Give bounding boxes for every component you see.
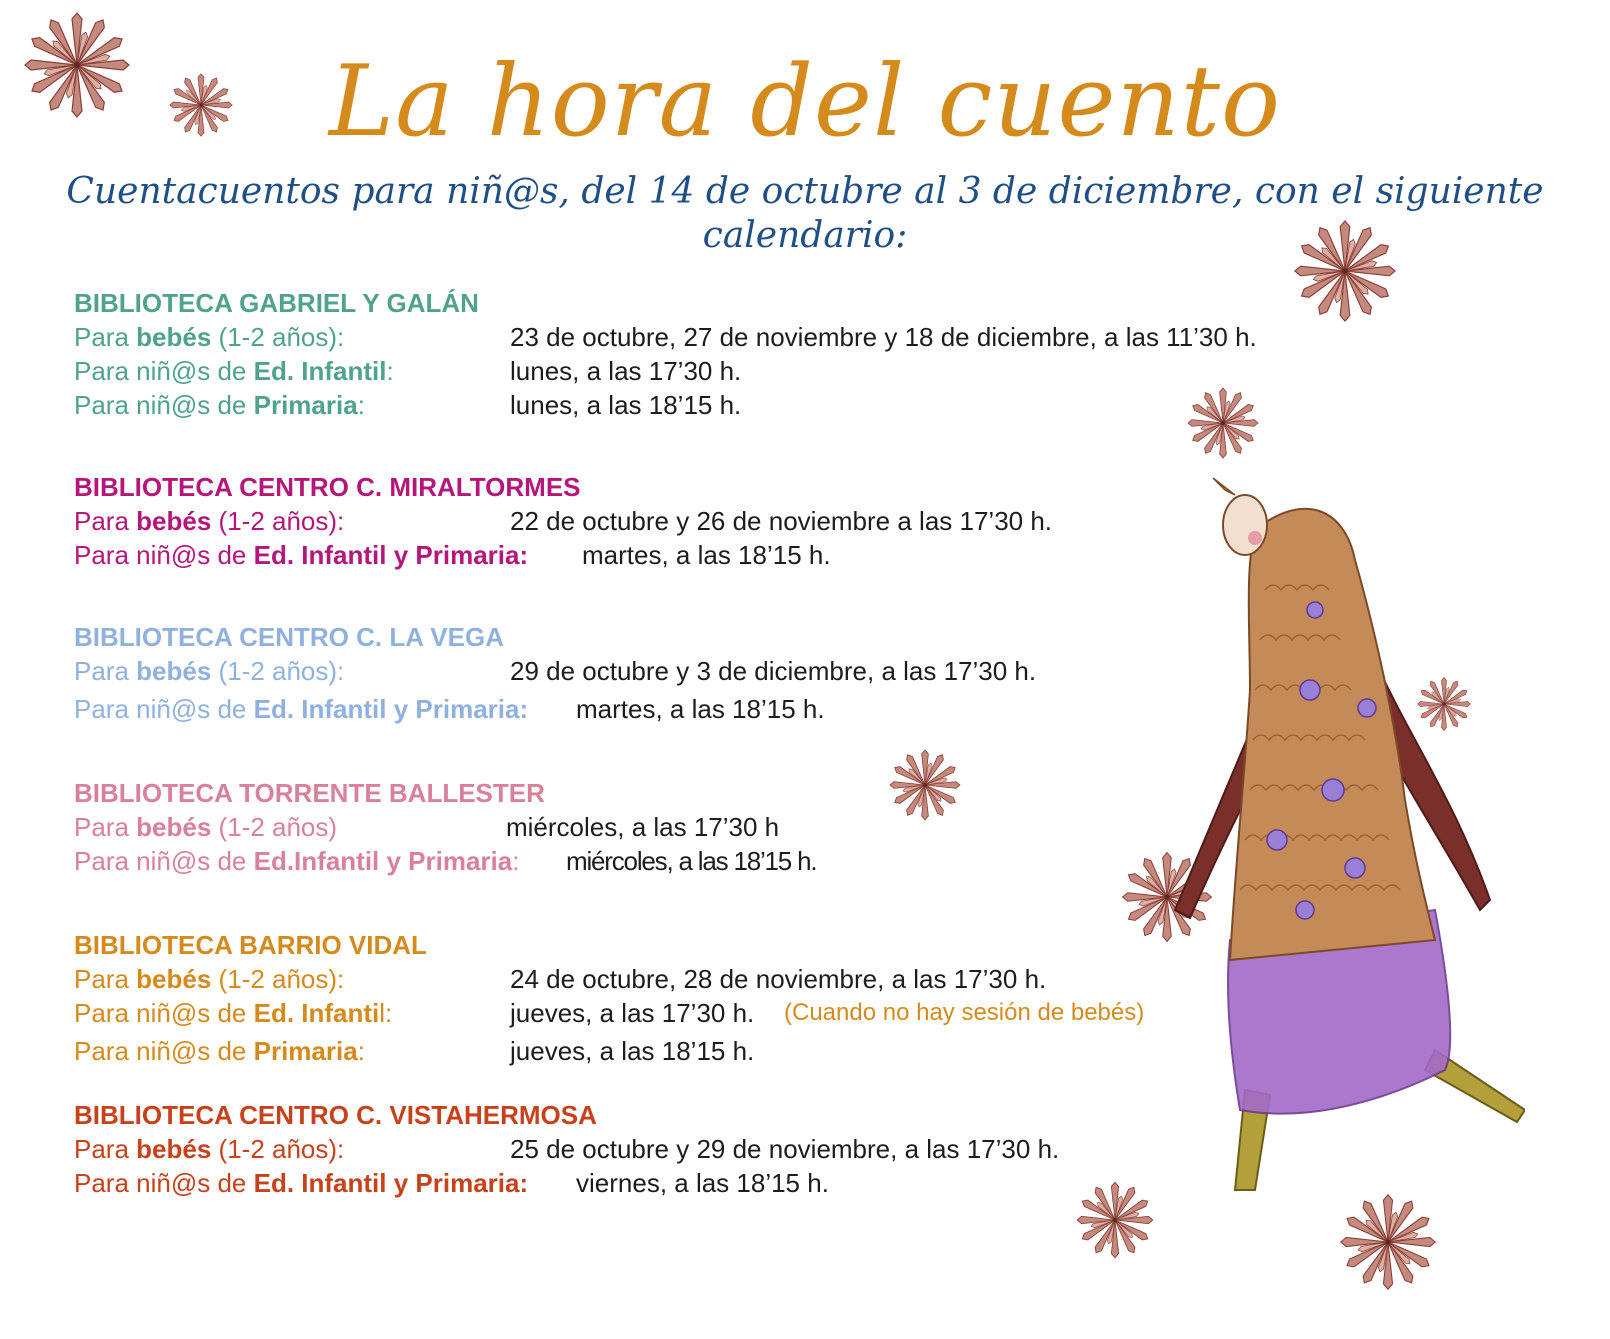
library-name: BIBLIOTECA TORRENTE BALLESTER [74, 778, 545, 808]
audience-label: Para bebés (1-2 años): [74, 506, 345, 536]
schedule-note: (Cuando no hay sesión de bebés) [784, 999, 1145, 1026]
audience-label: Para niñ@s de Ed. Infantil y Primaria: [74, 694, 529, 724]
library-name: BIBLIOTECA CENTRO C. MIRALTORMES [74, 472, 581, 502]
page-subtitle: Cuentacuentos para niñ@s, del 14 de octubre al 3 de diciembre, con el siguiente calendario: [66, 171, 1544, 256]
schedule-row [74, 810, 1274, 844]
schedule-row [74, 354, 1274, 388]
schedule-value: jueves, a las 18’15 h. [510, 1036, 755, 1066]
schedule-value: 25 de octubre y 29 de noviembre, a las 17’30 h. [510, 1134, 1060, 1164]
library-name: BIBLIOTECA CENTRO C. VISTAHERMOSA [74, 1100, 597, 1130]
schedule-row [74, 538, 1274, 572]
audience-label: Para niñ@s de Ed. Infantil: [74, 998, 393, 1028]
library-section-la-vega [74, 620, 1274, 726]
library-section-miraltormes [74, 470, 1274, 572]
schedule-row [74, 844, 1274, 878]
schedule-row [74, 1132, 1274, 1166]
audience-label: Para bebés (1-2 años): [74, 322, 345, 352]
audience-label: Para bebés (1-2 años): [74, 656, 345, 686]
audience-label: Para niñ@s de Ed.Infantil y Primaria: [74, 846, 520, 876]
schedule-value: lunes, a las 18’15 h. [510, 390, 742, 420]
schedule-row [74, 654, 1274, 688]
library-name: BIBLIOTECA BARRIO VIDAL [74, 930, 427, 960]
schedule-value: viernes, a las 18’15 h. [576, 1168, 829, 1198]
library-section-vistahermosa [74, 1098, 1274, 1200]
audience-label: Para niñ@s de Primaria: [74, 390, 365, 420]
library-name: BIBLIOTECA CENTRO C. LA VEGA [74, 622, 504, 652]
schedule-row [74, 1034, 1274, 1068]
schedule-value: jueves, a las 17’30 h. [510, 998, 755, 1028]
library-name: BIBLIOTECA GABRIEL Y GALÁN [74, 288, 479, 318]
schedule-value: 29 de octubre y 3 de diciembre, a las 17’30 h. [510, 656, 1037, 686]
audience-label: Para niñ@s de Ed. Infantil: [74, 356, 394, 386]
schedule-value: miércoles, a las 18’15 h. [566, 846, 817, 876]
schedule-row [74, 320, 1274, 354]
schedule-row [74, 962, 1274, 996]
audience-label: Para bebés (1-2 años): [74, 1134, 345, 1164]
schedule-value: 22 de octubre y 26 de noviembre a las 17’30 h. [510, 506, 1053, 536]
schedule-row [74, 1166, 1274, 1200]
storyteller-illustration [1105, 470, 1525, 1230]
schedule-row [74, 388, 1274, 422]
schedule-value: martes, a las 18’15 h. [576, 694, 825, 724]
page-title: La hora del cuento [329, 45, 1281, 159]
audience-label: Para bebés (1-2 años): [74, 964, 345, 994]
schedule-row [74, 996, 1274, 1030]
schedule-value: 24 de octubre, 28 de noviembre, a las 17’30 h. [510, 964, 1047, 994]
schedule-row [74, 504, 1274, 538]
schedule-value: miércoles, a las 17’30 h [506, 812, 780, 842]
audience-label: Para niñ@s de Ed. Infantil y Primaria: [74, 1168, 529, 1198]
audience-label: Para niñ@s de Primaria: [74, 1036, 365, 1066]
library-section-barrio-vidal [74, 928, 1274, 1068]
library-section-gabriel-y-galan [74, 286, 1274, 422]
schedule-value: martes, a las 18’15 h. [582, 540, 831, 570]
audience-label: Para niñ@s de Ed. Infantil y Primaria: [74, 540, 529, 570]
library-section-torrente-ballester [74, 776, 1274, 878]
schedule-row [74, 692, 1274, 726]
schedule-value: 23 de octubre, 27 de noviembre y 18 de diciembre, a las 11’30 h. [510, 322, 1257, 352]
audience-label: Para bebés (1-2 años) [74, 812, 338, 842]
schedule-value: lunes, a las 17’30 h. [510, 356, 742, 386]
